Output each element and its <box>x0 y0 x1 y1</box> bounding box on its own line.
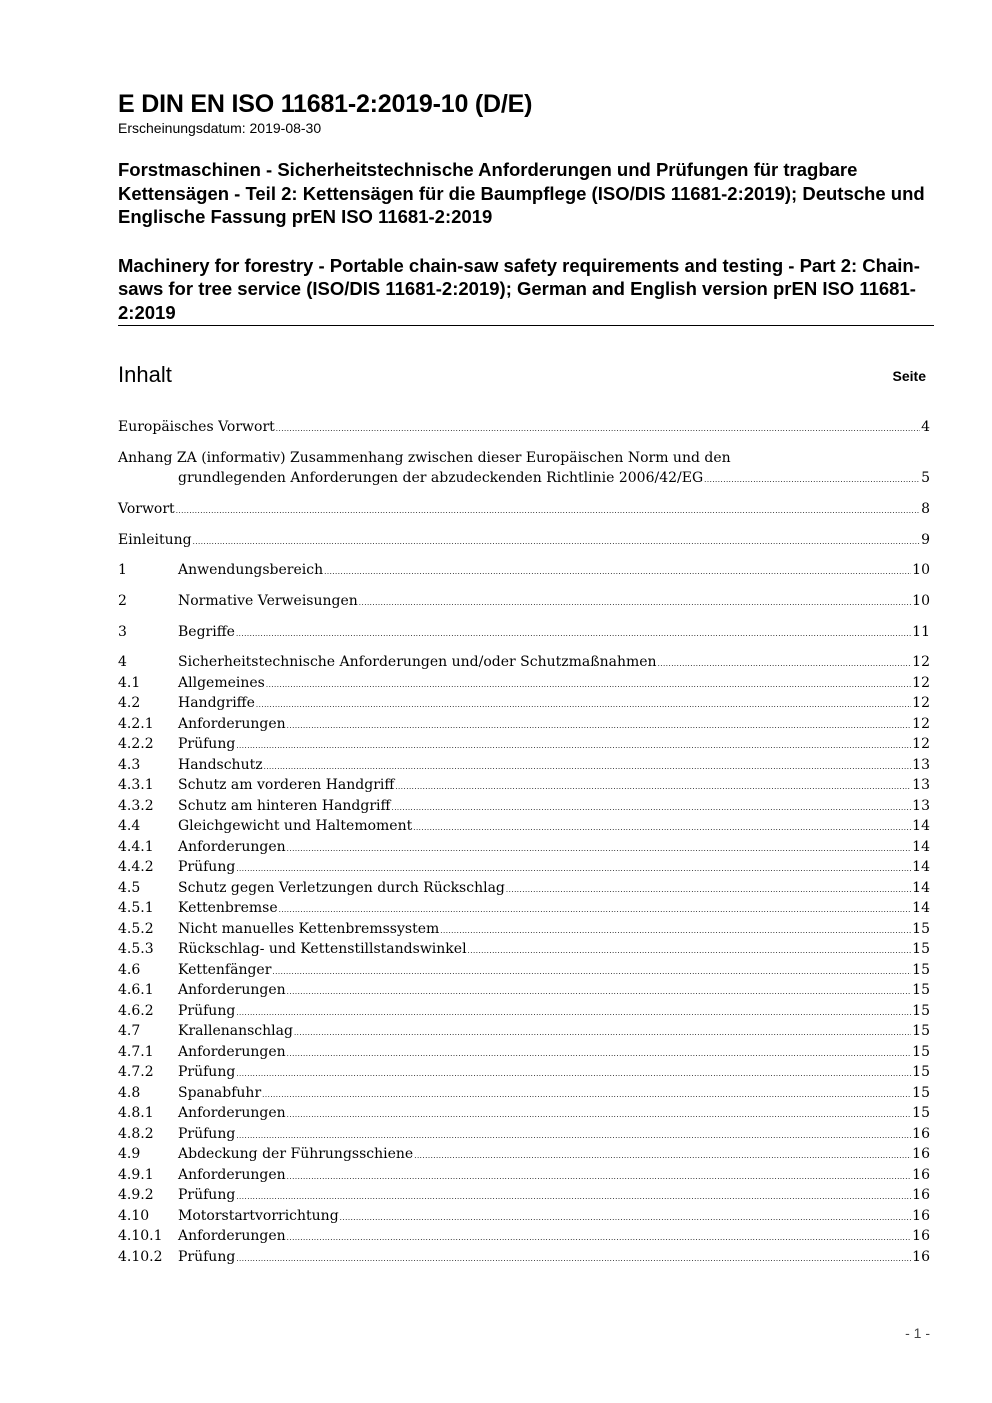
toc-entry[interactable] <box>118 1001 930 1022</box>
toc-leader-dots <box>236 1249 911 1270</box>
toc-entry-page: 15 <box>912 1023 930 1040</box>
toc-entry-page: 12 <box>912 715 930 732</box>
toc-entry-number: 4.5.1 <box>118 900 154 917</box>
toc-entry-number: 4.6.1 <box>118 982 154 999</box>
toc-entry-label: Kettenfänger <box>178 961 272 978</box>
toc-entry-label: Prüfung <box>178 1125 236 1142</box>
toc-entry-number: 4.4.2 <box>118 859 154 876</box>
toc-entry-page: 11 <box>912 623 930 640</box>
toc-entry-number: 4.7 <box>118 1023 141 1040</box>
toc-entry-number: 4.9 <box>118 1146 141 1163</box>
toc-entry-number: 4.4 <box>118 818 141 835</box>
toc-entry-page: 12 <box>912 695 930 712</box>
toc-entry-number: 4.8.1 <box>118 1105 154 1122</box>
toc-entry-page: 12 <box>912 674 930 691</box>
toc-entry[interactable] <box>118 652 930 673</box>
toc-entry-label: Schutz gegen Verletzungen durch Rückschlag <box>178 879 505 896</box>
toc-entry-page: 12 <box>912 736 930 753</box>
toc-entry[interactable] <box>118 714 930 735</box>
toc-entry-page: 14 <box>912 859 930 876</box>
toc-entry-page: 16 <box>912 1207 930 1224</box>
toc-entry-label: Anhang ZA (informativ) Zusammenhang zwischen dieser Europäischen Norm und den <box>118 449 731 466</box>
toc-entry[interactable] <box>118 1247 930 1268</box>
toc-entry-number: 4.9.2 <box>118 1187 154 1204</box>
toc-entry-label: Schutz am hinteren Handgriff <box>178 797 391 814</box>
toc-entry-number: 4.5.3 <box>118 941 154 958</box>
toc-leader-dots <box>272 962 911 983</box>
toc-leader-dots <box>287 839 912 860</box>
toc-entry-label: Prüfung <box>178 1002 236 1019</box>
toc-entry-label: Motorstartvorrichtung <box>178 1207 339 1224</box>
toc-entry-label: Anforderungen <box>178 1166 286 1183</box>
toc-entry-label-continued: grundlegenden Anforderungen der abzudeckenden Richtlinie 2006/42/EG <box>178 470 704 487</box>
toc-leader-dots <box>236 859 911 880</box>
toc-entry-label: Vorwort <box>118 500 175 517</box>
toc-entry[interactable] <box>118 775 930 796</box>
toc-entry-page: 16 <box>912 1166 930 1183</box>
toc-entry-page: 15 <box>912 1064 930 1081</box>
toc-entry[interactable] <box>118 560 930 581</box>
toc-leader-dots <box>176 501 920 522</box>
toc-entry[interactable] <box>118 734 930 755</box>
toc-leader-dots <box>359 593 911 614</box>
toc-entry-page: 10 <box>912 562 930 579</box>
toc-entry-number: 4.9.1 <box>118 1166 154 1183</box>
toc-entry-page: 12 <box>912 654 930 671</box>
toc-leader-dots <box>236 1126 911 1147</box>
toc-entry[interactable] <box>118 1083 930 1104</box>
page-number: - 1 - <box>905 1325 930 1341</box>
toc-entry[interactable] <box>118 499 930 520</box>
toc-entry-label: Anforderungen <box>178 715 286 732</box>
title-german: Forstmaschinen - Sicherheitstechnische Anforderungen und Prüfungen für tragbare Kettensägen - Teil 2: Kettensägen für die Baumpflege (ISO/DIS 11681-2:2019); Deutsche und Englische Fassung prEN ISO 11681-2:2019 <box>118 159 925 227</box>
toc-leader-dots <box>266 675 911 696</box>
toc-entry[interactable] <box>118 1206 930 1227</box>
toc-entry[interactable] <box>118 919 930 940</box>
toc-entry-page: 16 <box>912 1146 930 1163</box>
toc-entry-page: 16 <box>912 1228 930 1245</box>
toc-leader-dots <box>440 921 911 942</box>
toc-entry-page: 15 <box>912 1105 930 1122</box>
toc-leader-dots <box>658 654 912 675</box>
toc-entry[interactable] <box>118 980 930 1001</box>
toc-leader-dots <box>324 562 911 583</box>
toc-entry-label: Normative Verweisungen <box>178 592 358 609</box>
toc-entry-page: 16 <box>912 1248 930 1265</box>
toc-entry-number: 4.4.1 <box>118 838 154 855</box>
toc-leader-dots <box>236 624 911 645</box>
toc-entry-label: Gleichgewicht und Haltemoment <box>178 818 413 835</box>
toc-heading-row <box>118 360 926 390</box>
toc-entry[interactable] <box>118 796 930 817</box>
toc-entry[interactable] <box>118 1103 930 1124</box>
toc-leader-dots <box>294 1023 911 1044</box>
toc-entry[interactable] <box>118 1042 930 1063</box>
toc-entry-label: Begriffe <box>178 623 235 640</box>
toc-entry[interactable] <box>118 591 930 612</box>
toc-entry-number: 1 <box>118 562 127 579</box>
toc-leader-dots <box>340 1208 912 1229</box>
toc-entry[interactable] <box>118 1124 930 1145</box>
toc-entry-page: 14 <box>912 900 930 917</box>
toc-leader-dots <box>236 736 911 757</box>
toc-entry[interactable] <box>118 1062 930 1083</box>
toc-entry-page: 13 <box>912 797 930 814</box>
toc-entry-number: 4.2.1 <box>118 715 154 732</box>
toc-entry-number: 4.3.2 <box>118 797 154 814</box>
toc-leader-dots <box>287 1105 912 1126</box>
toc-entry-label: Anwendungsbereich <box>178 562 324 579</box>
title-english: Machinery for forestry - Portable chain-saw safety requirements and testing - Part 2: Chain-saws for tree service (ISO/DIS 11681-2:2019); German and English version prEN ISO 11681-2:2019 <box>118 254 934 327</box>
toc-page-label: Seite <box>892 368 926 384</box>
toc-leader-dots <box>704 470 920 491</box>
toc-entry-page: 14 <box>912 879 930 896</box>
toc-leader-dots <box>395 777 911 798</box>
toc-entry-number: 2 <box>118 592 127 609</box>
toc-entry[interactable] <box>118 1226 930 1247</box>
toc-entry[interactable] <box>118 960 930 981</box>
document-id: E DIN EN ISO 11681-2:2019-10 (D/E) <box>118 90 533 118</box>
toc-leader-dots <box>506 880 911 901</box>
toc-leader-dots <box>264 757 912 778</box>
toc-entry[interactable] <box>118 857 930 878</box>
toc-leader-dots <box>193 532 921 553</box>
toc-leader-dots <box>413 818 911 839</box>
toc-entry-page: 8 <box>921 500 930 517</box>
toc-entry-number: 4.1 <box>118 674 141 691</box>
toc-entry-label: Spanabfuhr <box>178 1084 262 1101</box>
toc-entry-label: Allgemeines <box>178 674 265 691</box>
table-of-contents <box>118 417 930 1267</box>
toc-entry-page: 4 <box>921 419 930 435</box>
toc-entry-label: Anforderungen <box>178 1105 286 1122</box>
toc-entry-number: 4 <box>118 654 127 671</box>
toc-entry-label: Handgriffe <box>178 695 255 712</box>
toc-entry-page: 16 <box>912 1125 930 1142</box>
toc-entry-page: 15 <box>912 941 930 958</box>
toc-entry-label: Anforderungen <box>178 982 286 999</box>
toc-entry[interactable] <box>118 755 930 776</box>
toc-entry-page: 15 <box>912 982 930 999</box>
toc-entry-label: Anforderungen <box>178 838 286 855</box>
toc-entry-label: Rückschlag- und Kettenstillstandswinkel <box>178 941 467 958</box>
toc-entry[interactable] <box>118 1165 930 1186</box>
toc-entry-number: 4.7.2 <box>118 1064 154 1081</box>
toc-leader-dots <box>287 1044 912 1065</box>
toc-entry-number: 4.10.2 <box>118 1248 163 1265</box>
toc-entry-number: 4.5 <box>118 879 141 896</box>
toc-leader-dots <box>287 982 912 1003</box>
toc-entry-number: 4.8 <box>118 1084 141 1101</box>
toc-entry-page: 5 <box>921 470 930 487</box>
toc-leader-dots <box>391 798 911 819</box>
toc-leader-dots <box>236 1187 911 1208</box>
toc-entry-number: 4.10.1 <box>118 1228 163 1245</box>
issue-date: Erscheinungsdatum: 2019-08-30 <box>118 120 322 136</box>
toc-entry-label: Prüfung <box>178 1248 236 1265</box>
toc-entry[interactable] <box>118 673 930 694</box>
toc-leader-dots <box>262 1085 911 1106</box>
toc-entry-label: Einleitung <box>118 531 192 548</box>
toc-entry-number: 4.6 <box>118 961 141 978</box>
toc-entry[interactable] <box>118 530 930 551</box>
toc-entry[interactable] <box>118 1144 930 1165</box>
toc-entry[interactable] <box>118 417 930 438</box>
toc-entry-number: 4.2.2 <box>118 736 154 753</box>
toc-leader-dots <box>287 1228 912 1249</box>
toc-title: Inhalt <box>118 362 172 387</box>
toc-entry[interactable] <box>118 939 930 960</box>
toc-leader-dots <box>279 900 912 921</box>
toc-leader-dots <box>276 419 920 440</box>
toc-leader-dots <box>236 1064 911 1085</box>
toc-entry-page: 13 <box>912 777 930 794</box>
toc-entry-label: Schutz am vorderen Handgriff <box>178 777 395 794</box>
toc-entry-label: Anforderungen <box>178 1043 286 1060</box>
document-header <box>118 88 934 326</box>
toc-entry[interactable] <box>118 1185 930 1206</box>
toc-entry-page: 15 <box>912 1084 930 1101</box>
toc-entry-label: Anforderungen <box>178 1228 286 1245</box>
toc-entry-number: 3 <box>118 623 127 640</box>
toc-entry-number: 4.7.1 <box>118 1043 154 1060</box>
toc-entry-label: Kettenbremse <box>178 900 278 917</box>
toc-entry-label: Prüfung <box>178 859 236 876</box>
toc-entry[interactable] <box>118 898 930 919</box>
toc-entry-page: 13 <box>912 756 930 773</box>
toc-entry-page: 15 <box>912 1002 930 1019</box>
toc-leader-dots <box>287 1167 912 1188</box>
toc-entry-label: Handschutz <box>178 756 263 773</box>
toc-entry-page: 15 <box>912 961 930 978</box>
toc-entry-page: 15 <box>912 920 930 937</box>
toc-leader-dots <box>236 1003 911 1024</box>
toc-leader-dots <box>287 716 912 737</box>
toc-entry[interactable] <box>118 1021 930 1042</box>
toc-entry-number: 4.3 <box>118 756 141 773</box>
toc-entry[interactable] <box>118 448 930 489</box>
toc-entry-number: 4.5.2 <box>118 920 154 937</box>
toc-entry-page: 10 <box>912 592 930 609</box>
toc-entry-number: 4.6.2 <box>118 1002 154 1019</box>
toc-entry-page: 14 <box>912 838 930 855</box>
toc-leader-dots <box>414 1146 911 1167</box>
toc-entry[interactable] <box>118 622 930 643</box>
toc-entry[interactable] <box>118 878 930 899</box>
toc-leader-dots <box>468 941 912 962</box>
toc-entry-number: 4.2 <box>118 695 141 712</box>
toc-entry[interactable] <box>118 693 930 714</box>
toc-entry-number: 4.8.2 <box>118 1125 154 1142</box>
toc-entry-page: 9 <box>921 531 930 548</box>
toc-entry-label: Nicht manuelles Kettenbremssystem <box>178 920 440 937</box>
toc-entry-label: Prüfung <box>178 1187 236 1204</box>
toc-entry-label: Sicherheitstechnische Anforderungen und/oder Schutzmaßnahmen <box>178 654 657 671</box>
toc-entry-label: Abdeckung der Führungsschiene <box>178 1146 414 1163</box>
toc-entry[interactable] <box>118 816 930 837</box>
toc-entry-number: 4.3.1 <box>118 777 154 794</box>
toc-entry-label: Prüfung <box>178 736 236 753</box>
toc-entry-number: 4.10 <box>118 1207 150 1224</box>
toc-entry-label: Prüfung <box>178 1064 236 1081</box>
toc-entry-label: Krallenanschlag <box>178 1023 293 1040</box>
toc-entry-page: 15 <box>912 1043 930 1060</box>
toc-leader-dots <box>256 695 911 716</box>
toc-entry-page: 14 <box>912 818 930 835</box>
toc-entry-label: Europäisches Vorwort <box>118 419 275 435</box>
toc-entry-page: 16 <box>912 1187 930 1204</box>
toc-entry[interactable] <box>118 837 930 858</box>
